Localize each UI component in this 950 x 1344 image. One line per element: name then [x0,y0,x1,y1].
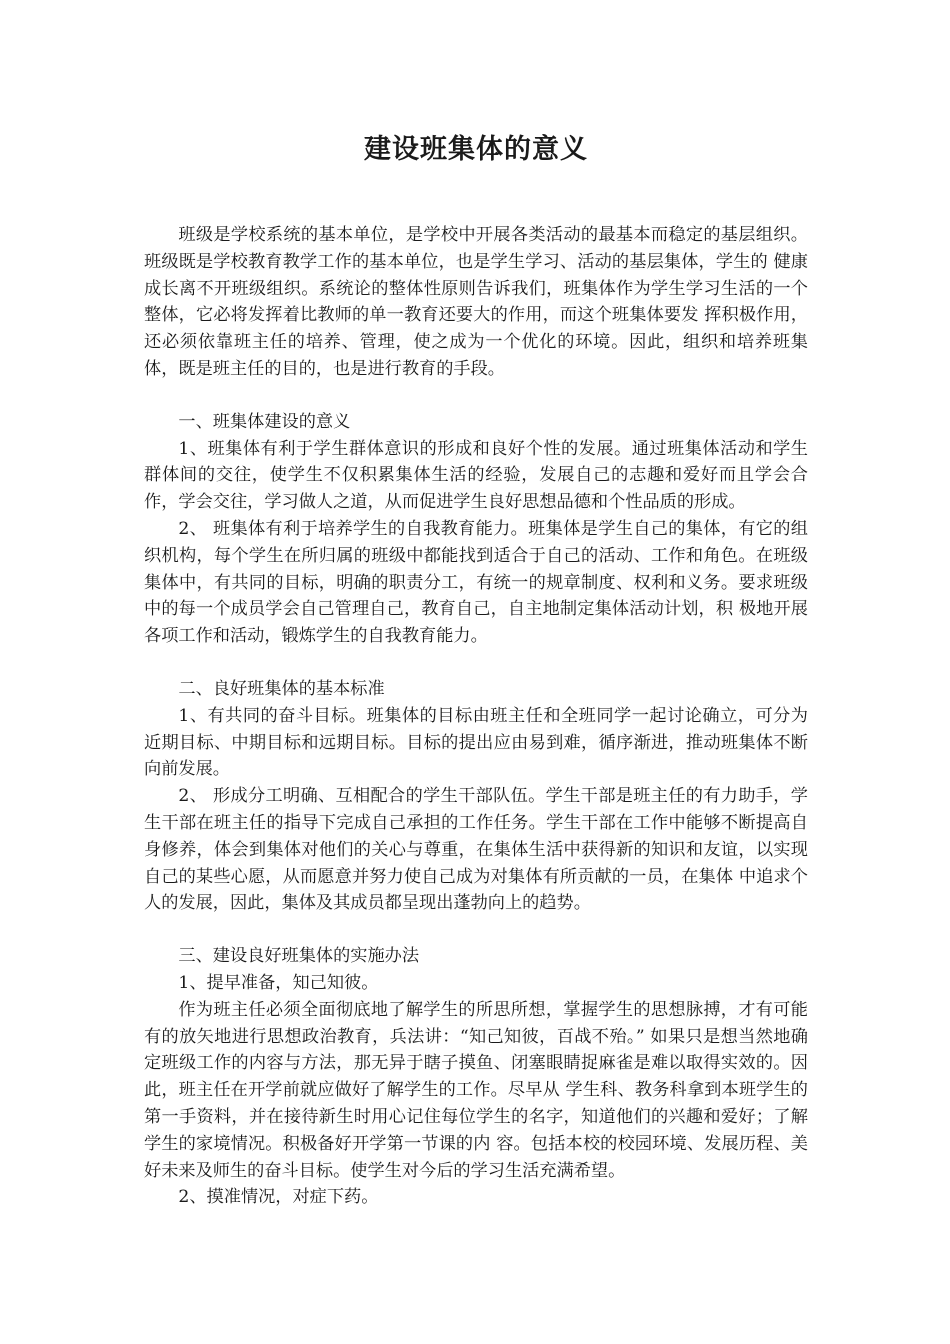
section-3-heading: 三、建设良好班集体的实施办法 [178,946,420,967]
intro-paragraph: 班级是学校系统的基本单位，是学校中开展各类活动的最基本而稳定的基层组织。班级既是学校教育教学工作的基本单位，也是学生学习、活动的基层集体，学生的 健康成长离不开班级组织。系统论的整体性原则告诉我们，班集体作为学生学习生活的一个整体，它必将发挥着比教师的单一教育还要大的作用，而这个班集体要发 挥积极作用，还必须依靠班主任的培养、管理，使之成为一个优化的环境。因此，组织和培养班集体，既是班主任的目的，也是进行教育的手段。 [144,225,808,379]
spacer [144,650,808,676]
section-2-paragraph-2: 2、 形成分工明确、互相配合的学生干部队伍。学生干部是班主任的有力助手，学生干部在班主任的指导下完成自己承担的工作任务。学生干部在工作中能够不断提高自 身修养，体会到集体对他们的关心与尊重，在集体生活中获得新的知识和友谊，以实现自己的某些心愿，从而愿意并努力使自己成为对集体有所贡献的一员，在集体 中追求个人的发展，因此，集体及其成员都呈现出蓬勃向上的趋势。 [144,786,808,914]
section-1-paragraph-1: 1、班集体有利于学生群体意识的形成和良好个性的发展。通过班集体活动和学生群体间的交往，使学生不仅积累集体生活的经验，发展自己的志趣和爱好而且学会合作，学会交往，学习做人之道，从而促进学生良好思想品德和个性品质的形成。 [144,438,808,513]
section-2-paragraph-1: 1、有共同的奋斗目标。班集体的目标由班主任和全班同学一起讨论确立，可分为近期目标、中期目标和远期目标。目标的提出应由易到难，循序渐进，推动班集体不断向前发展。 [144,705,808,780]
spacer [144,383,808,409]
section-1-paragraph-2: 2、 班集体有利于培养学生的自我教育能力。班集体是学生自己的集体，有它的组织机构，每个学生在所归属的班级中都能找到适合于自己的活动、工作和角色。在班级 集体中，有共同的目标，明确的职责分工，有统一的规章制度、权利和义务。要求班级中的每一个成员学会自己管理自己，教育自己，自主地制定集体活动计划，积 极地开展各项工作和活动，锻炼学生的自我教育能力。 [144,518,808,647]
document-title: 建设班集体的意义 [364,134,588,165]
section-1-heading: 一、班集体建设的意义 [178,411,351,432]
section-3-subheading-2: 2、摸准情况，对症下药。 [178,1187,379,1208]
section-3-subheading-1: 1、提早准备，知己知彼。 [178,972,379,993]
document-body [144,222,808,1211]
section-3-paragraph-1: 作为班主任必须全面彻底地了解学生的所思所想，掌握学生的思想脉搏，才有可能有的放矢地进行思想政治教育，兵法讲：“知己知彼，百战不殆。” 如果只是想当然地确定班级工作的内容与方法，那无异于瞎子摸鱼、闭塞眼睛捉麻雀是难以取得实效的。因此，班主任在开学前就应做好了解学生的工作。尽早从 学生科、教务科拿到本班学生的第一手资料，并在接待新生时用心记住每位学生的名字，知道他们的兴趣和爱好；了解学生的家境情况。积极备好开学第一节课的内 容。包括本校的校园环境、发展历程、美好未来及师生的奋斗目标。使学生对今后的学习生活充满希望。 [144,999,808,1181]
spacer [144,917,808,943]
section-2-heading: 二、良好班集体的基本标准 [178,678,385,699]
